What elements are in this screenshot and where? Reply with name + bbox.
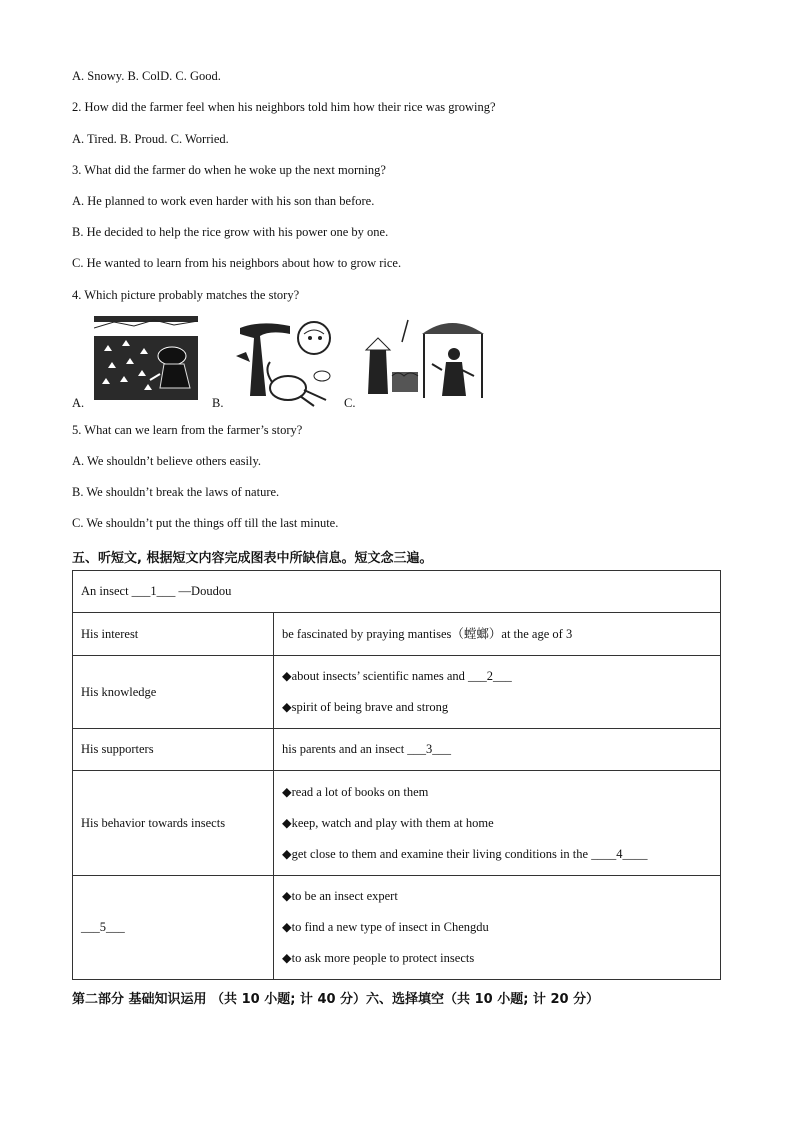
table-row [73,613,721,656]
row-label: His knowledge [73,656,274,729]
row-label: His interest [73,613,274,656]
q5-option-b: B. We shouldn’t break the laws of nature. [72,485,280,499]
row-item: his parents and an insect ___3___ [282,742,452,756]
table-row [73,771,721,876]
q3-option-c: C. He wanted to learn from his neighbors about how to grow rice. [72,256,402,270]
picture-b-label: B. [212,396,224,410]
table-row [73,876,721,980]
q5-option-a: A. We shouldn’t believe others easily. [72,454,262,468]
row-item: ◆keep, watch and play with them at home [282,815,494,830]
picture-c-label: C. [344,396,356,410]
picture-a-rice-field [94,316,198,400]
listening-table [72,570,721,980]
row-item: ◆about insects’ scientific names and ___2___ [282,669,512,683]
q3-option-b: B. He decided to help the rice grow with his power one by one. [72,225,389,239]
q3-question: 3. What did the farmer do when he woke up the next morning? [72,163,386,177]
q2-question: 2. How did the farmer feel when his neighbors told him how their rice was growing? [72,100,496,114]
row-item: ◆to find a new type of insect in Chengdu [282,920,489,934]
picture-b-tree-rabbit [230,316,356,408]
row-label: His behavior towards insects [73,771,274,876]
row-item: ◆get close to them and examine their living conditions in the ____4____ [282,846,648,861]
row-item: ◆to be an insect expert [282,889,398,903]
row-label-blank-5: ___5___ [73,876,274,980]
q5-option-c: C. We shouldn’t put the things off till the last minute. [72,516,339,530]
q3-option-a: A. He planned to work even harder with his son than before. [72,194,375,208]
row-item: ◆read a lot of books on them [282,784,429,799]
table-row [73,729,721,771]
table-row [73,656,721,729]
row-item: ◆spirit of being brave and strong [282,700,449,714]
q2-options: A. Tired. B. Proud. C. Worried. [72,132,229,146]
q4-pictures [72,316,492,412]
q1-options: A. Snowy. B. ColD. C. Good. [72,69,221,83]
part-two-heading: 第二部分 基础知识运用 （共 10 小题; 计 40 分）六、选择填空（共 10 小题; 计 20 分） [72,992,600,1007]
table-title: An insect ___1___ —Doudou [73,571,721,613]
section-five-heading: 五、听短文, 根据短文内容完成图表中所缺信息。短文念三遍。 [72,551,433,566]
row-item: ◆to ask more people to protect insects [282,951,475,965]
q5-question: 5. What can we learn from the farmer’s story? [72,423,303,437]
picture-c-farmers [362,312,488,404]
picture-a-label: A. [72,396,85,410]
row-label: His supporters [73,729,274,771]
row-item: be fascinated by praying mantises（螳螂）at the age of 3 [282,626,573,641]
q4-question: 4. Which picture probably matches the story? [72,288,300,302]
